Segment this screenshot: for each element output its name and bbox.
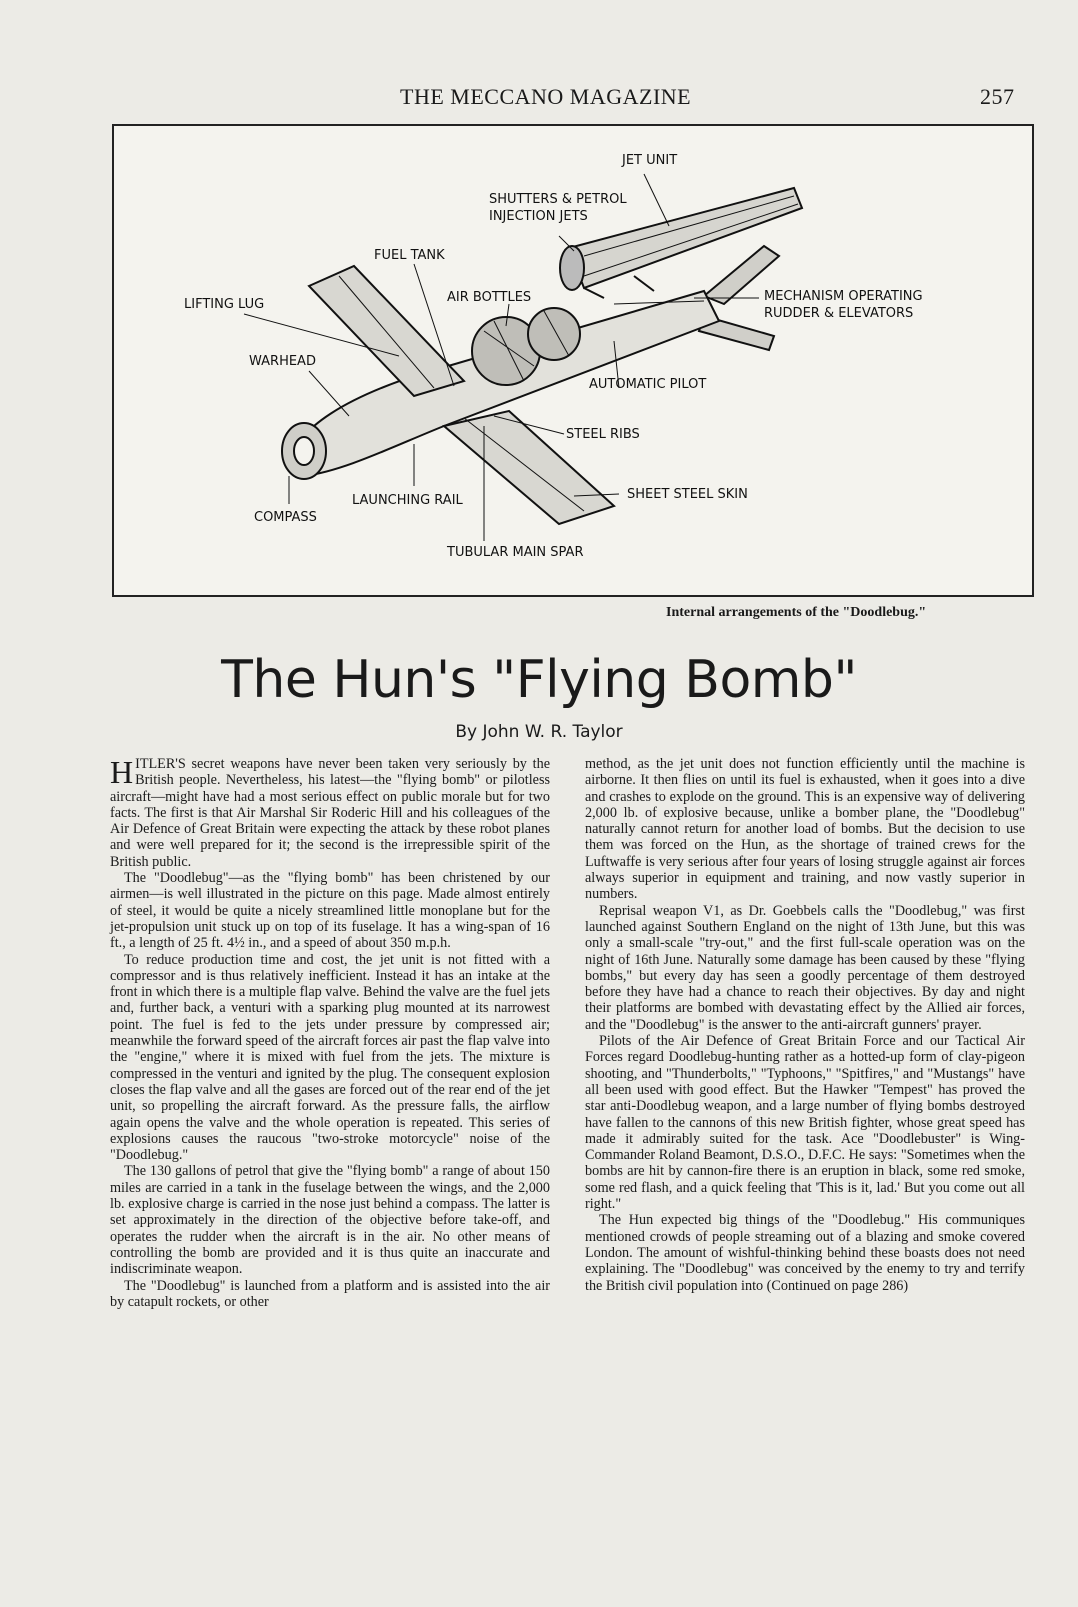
paragraph: The 130 gallons of petrol that give the "flying bomb" a range of about 150 miles are carried in a tank in the fuselage between the wings, and the 2,000 lb. explosive charge is carried in the nose just behind a compass. The latter is set approximately in the direction of the objective before take-off, and operates the rudder when the aircraft is in the air. No other means of controlling the bomb are provided and it is thus quite an inaccurate and indiscriminate weapon.	[110, 1163, 550, 1278]
label-shutters-1: SHUTTERS & PETROL	[489, 192, 627, 207]
drop-cap: H	[110, 754, 134, 790]
article-title: The Hun's "Flying Bomb"	[221, 650, 857, 710]
label-lifting-lug: LIFTING LUG	[184, 297, 265, 312]
label-sheet-steel-skin: SHEET STEEL SKIN	[627, 487, 748, 502]
text-column-left	[110, 756, 550, 1310]
label-air-bottles: AIR BOTTLES	[447, 290, 532, 305]
label-compass: COMPASS	[254, 510, 317, 525]
paragraph: To reduce production time and cost, the jet unit is not fitted with a compressor and is thus relatively inefficient. Instead it has an intake at the front in which there is a multiple flap valve. Behind the valve are the fuel jets and, further back, a venturi with a sparking plug mounted at its narrowest point. The fuel is fed to the jets under pressure by compressed air; meanwhile the forward speed of the aircraft forces air past the flap valve into the "engine," where it is mixed with fuel from the jets. The mixture is compressed in the venturi and ignited by the plug. The consequent explosion closes the flap valve and all the gases are forced out of the rear end of the jet unit, so propelling the aircraft forward. As the pressure falls, the airflow again opens the valve and the whole operation is repeated. This series of explosions causes the raucous "two-stroke motorcycle" noise of the "Doodlebug."	[110, 951, 550, 1164]
paragraph: method, as the jet unit does not function efficiently until the machine is airborne. It then flies on until its fuel is exhausted, when it goes into a dive and crashes to explode on the ground. This is an expensive way of delivering 2,000 lb. of explosive because, unlike a bomber plane, the "Doodlebug" naturally cannot return for another load of bombs. But the decision to use them was forced on the Hun, as the shortage of trained crews for the Luftwaffe is very serious after four years of losing struggle against air forces always superior in equipment and training, and now vastly superior in numbers.	[585, 756, 1025, 903]
doodlebug-diagram	[112, 124, 1034, 597]
paragraph: Reprisal weapon V1, as Dr. Goebbels calls the "Doodlebug," was first launched against Southern England on the night of 13th June, but this was only a small-scale "try-out," and the first full-scale operation was on the night of 16th June. Naturally some damage has been caused by these "flying bombs," but every day has seen a goodly percentage of them destroyed before they have had a chance to reach their objectives. By day and night their platforms are bombed with devastating effect by the Allied air forces, and the "Doodlebug" is the answer to the anti-aircraft gunners' prayer.	[585, 902, 1025, 1033]
paragraph: HITLER'S secret weapons have never been taken very seriously by the British people. Nevertheless, his latest—the "flying bomb" or pilotless aircraft—might have had a most serious effect on public morale but for two facts. The first is that Air Marshal Sir Roderic Hill and his colleagues of the Air Defence of Great Britain were expecting the attack by these robot planes and were well prepared for it; the second is the irrepressible spirit of the British public.	[110, 754, 550, 870]
label-steel-ribs: STEEL RIBS	[566, 427, 640, 442]
paragraph: Pilots of the Air Defence of Great Britain Force and our Tactical Air Forces regard Doodlebug-hunting rather as a hotted-up form of clay-pigeon shooting, and "Thunderbolts," "Typhoons," "Spitfires," and "Mustangs" have all been used with good effect. But the Hawker "Tempest" has proved the star anti-Doodlebug weapon, and a large number of flying bombs destroyed have fallen to the cannons of this new British fighter, whose great speed has made it admirably suited for the task. Ace "Doodlebuster" is Wing-Commander Roland Beamont, D.S.O., D.F.C. He says: "Sometimes when the bombs are hit by cannon-fire there is an eruption in black, some red smoke, some red flash, and a quick feeling that 'This is it, lad.' But you come out all right."	[585, 1033, 1025, 1213]
label-mechanism-2: RUDDER & ELEVATORS	[764, 306, 914, 321]
label-fuel-tank: FUEL TANK	[374, 248, 445, 263]
label-jet-unit: JET UNIT	[622, 153, 678, 168]
running-header: THE MECCANO MAGAZINE	[400, 84, 692, 109]
page-number: 257	[980, 84, 1015, 109]
paragraph: The "Doodlebug"—as the "flying bomb" has been christened by our airmen—is well illustrated in the picture on this page. Made almost entirely of steel, it would be quite a nicely streamlined little monoplane but for the jet-propulsion unit stuck up on top of its fuselage. It has a wing-span of 16 ft., a length of 25 ft. 4½ in., and a speed of about 350 m.p.h.	[110, 870, 550, 952]
label-tubular-main-spar: TUBULAR MAIN SPAR	[447, 545, 584, 560]
article-byline: By John W. R. Taylor	[455, 722, 623, 742]
label-mechanism-1: MECHANISM OPERATING	[764, 289, 923, 304]
label-launching-rail: LAUNCHING RAIL	[352, 493, 463, 508]
paragraph: The "Doodlebug" is launched from a platform and is assisted into the air by catapult rockets, or other	[110, 1277, 550, 1310]
paragraph: The Hun expected big things of the "Doodlebug." His communiques mentioned crowds of people streaming out of a blazing and smoke covered London. The amount of wishful-thinking behind these boasts does not need explaining. The "Doodlebug" was conceived by the enemy to try and terrify the British civil population into (Continued on page 286)	[585, 1212, 1025, 1294]
label-shutters-2: INJECTION JETS	[489, 209, 588, 224]
label-automatic-pilot: AUTOMATIC PILOT	[589, 377, 707, 392]
figure-caption: Internal arrangements of the "Doodlebug."	[666, 605, 927, 620]
label-warhead: WARHEAD	[249, 354, 316, 369]
text-column-right	[585, 756, 1025, 1294]
